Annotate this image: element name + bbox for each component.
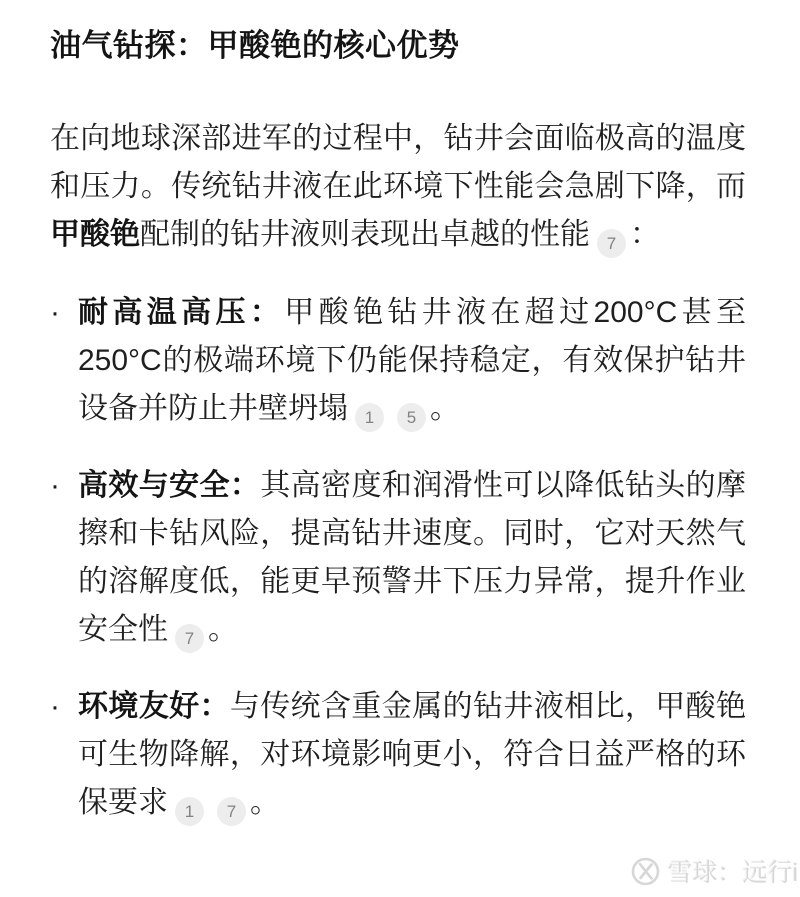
watermark-label: 雪球：远行i (667, 859, 798, 887)
intro-text-post: 配制的钻井液则表现出卓越的性能 (140, 218, 590, 251)
watermark (631, 853, 798, 889)
intro-colon: ： (630, 218, 660, 251)
list-item-term: 耐高温高压： (78, 296, 285, 329)
list-item-text: 其高密度和润滑性可以降低钻头的摩擦和卡钻风险，提高钻井速度。同时，它对天然气的溶解度低，能更早预警井下压力异常，提升作业安全性 (78, 469, 747, 646)
list-item-content (78, 289, 746, 433)
intro-text-pre: 在向地球深部进军的过程中，钻井会面临极高的温度和压力。传统钻井液在此环境下性能会急剧下降，而 (50, 122, 746, 203)
list-item-term: 环境友好： (78, 690, 230, 723)
citation-badge[interactable]: 1 (355, 403, 384, 432)
citation-badge[interactable]: 7 (175, 624, 204, 653)
list-item-suffix: 。 (208, 613, 238, 646)
intro-paragraph (50, 115, 746, 259)
citation-badge[interactable]: 1 (175, 797, 204, 826)
citation-badge[interactable]: 5 (397, 403, 426, 432)
list-item (50, 462, 746, 654)
xueqiu-logo-icon (631, 857, 660, 886)
list-item-suffix: 。 (250, 786, 280, 819)
bullet-marker: · (50, 469, 60, 502)
list-item-term: 高效与安全： (78, 469, 261, 502)
bullet-marker: · (50, 690, 60, 723)
bullet-marker: · (50, 296, 60, 329)
list-item-content (78, 683, 746, 827)
list-item (50, 683, 746, 827)
list-item-suffix: 。 (430, 392, 460, 425)
intro-bold-term: 甲酸铯 (50, 218, 140, 251)
page-title: 油气钻探：甲酸铯的核心优势 (50, 28, 460, 63)
list-item-text: 甲酸铯钻井液在超过200°C甚至250°C的极端环境下仍能保持稳定，有效保护钻井设备并防止井壁坍塌 (78, 296, 746, 425)
list-item (50, 289, 746, 433)
list-item-content (78, 462, 746, 654)
citation-badge[interactable]: 7 (597, 229, 626, 258)
list-item-text: 与传统含重金属的钻井液相比，甲酸铯可生物降解，对环境影响更小，符合日益严格的环保要求 (78, 690, 747, 819)
citation-badge[interactable]: 7 (217, 797, 246, 826)
bullet-list (50, 289, 746, 827)
